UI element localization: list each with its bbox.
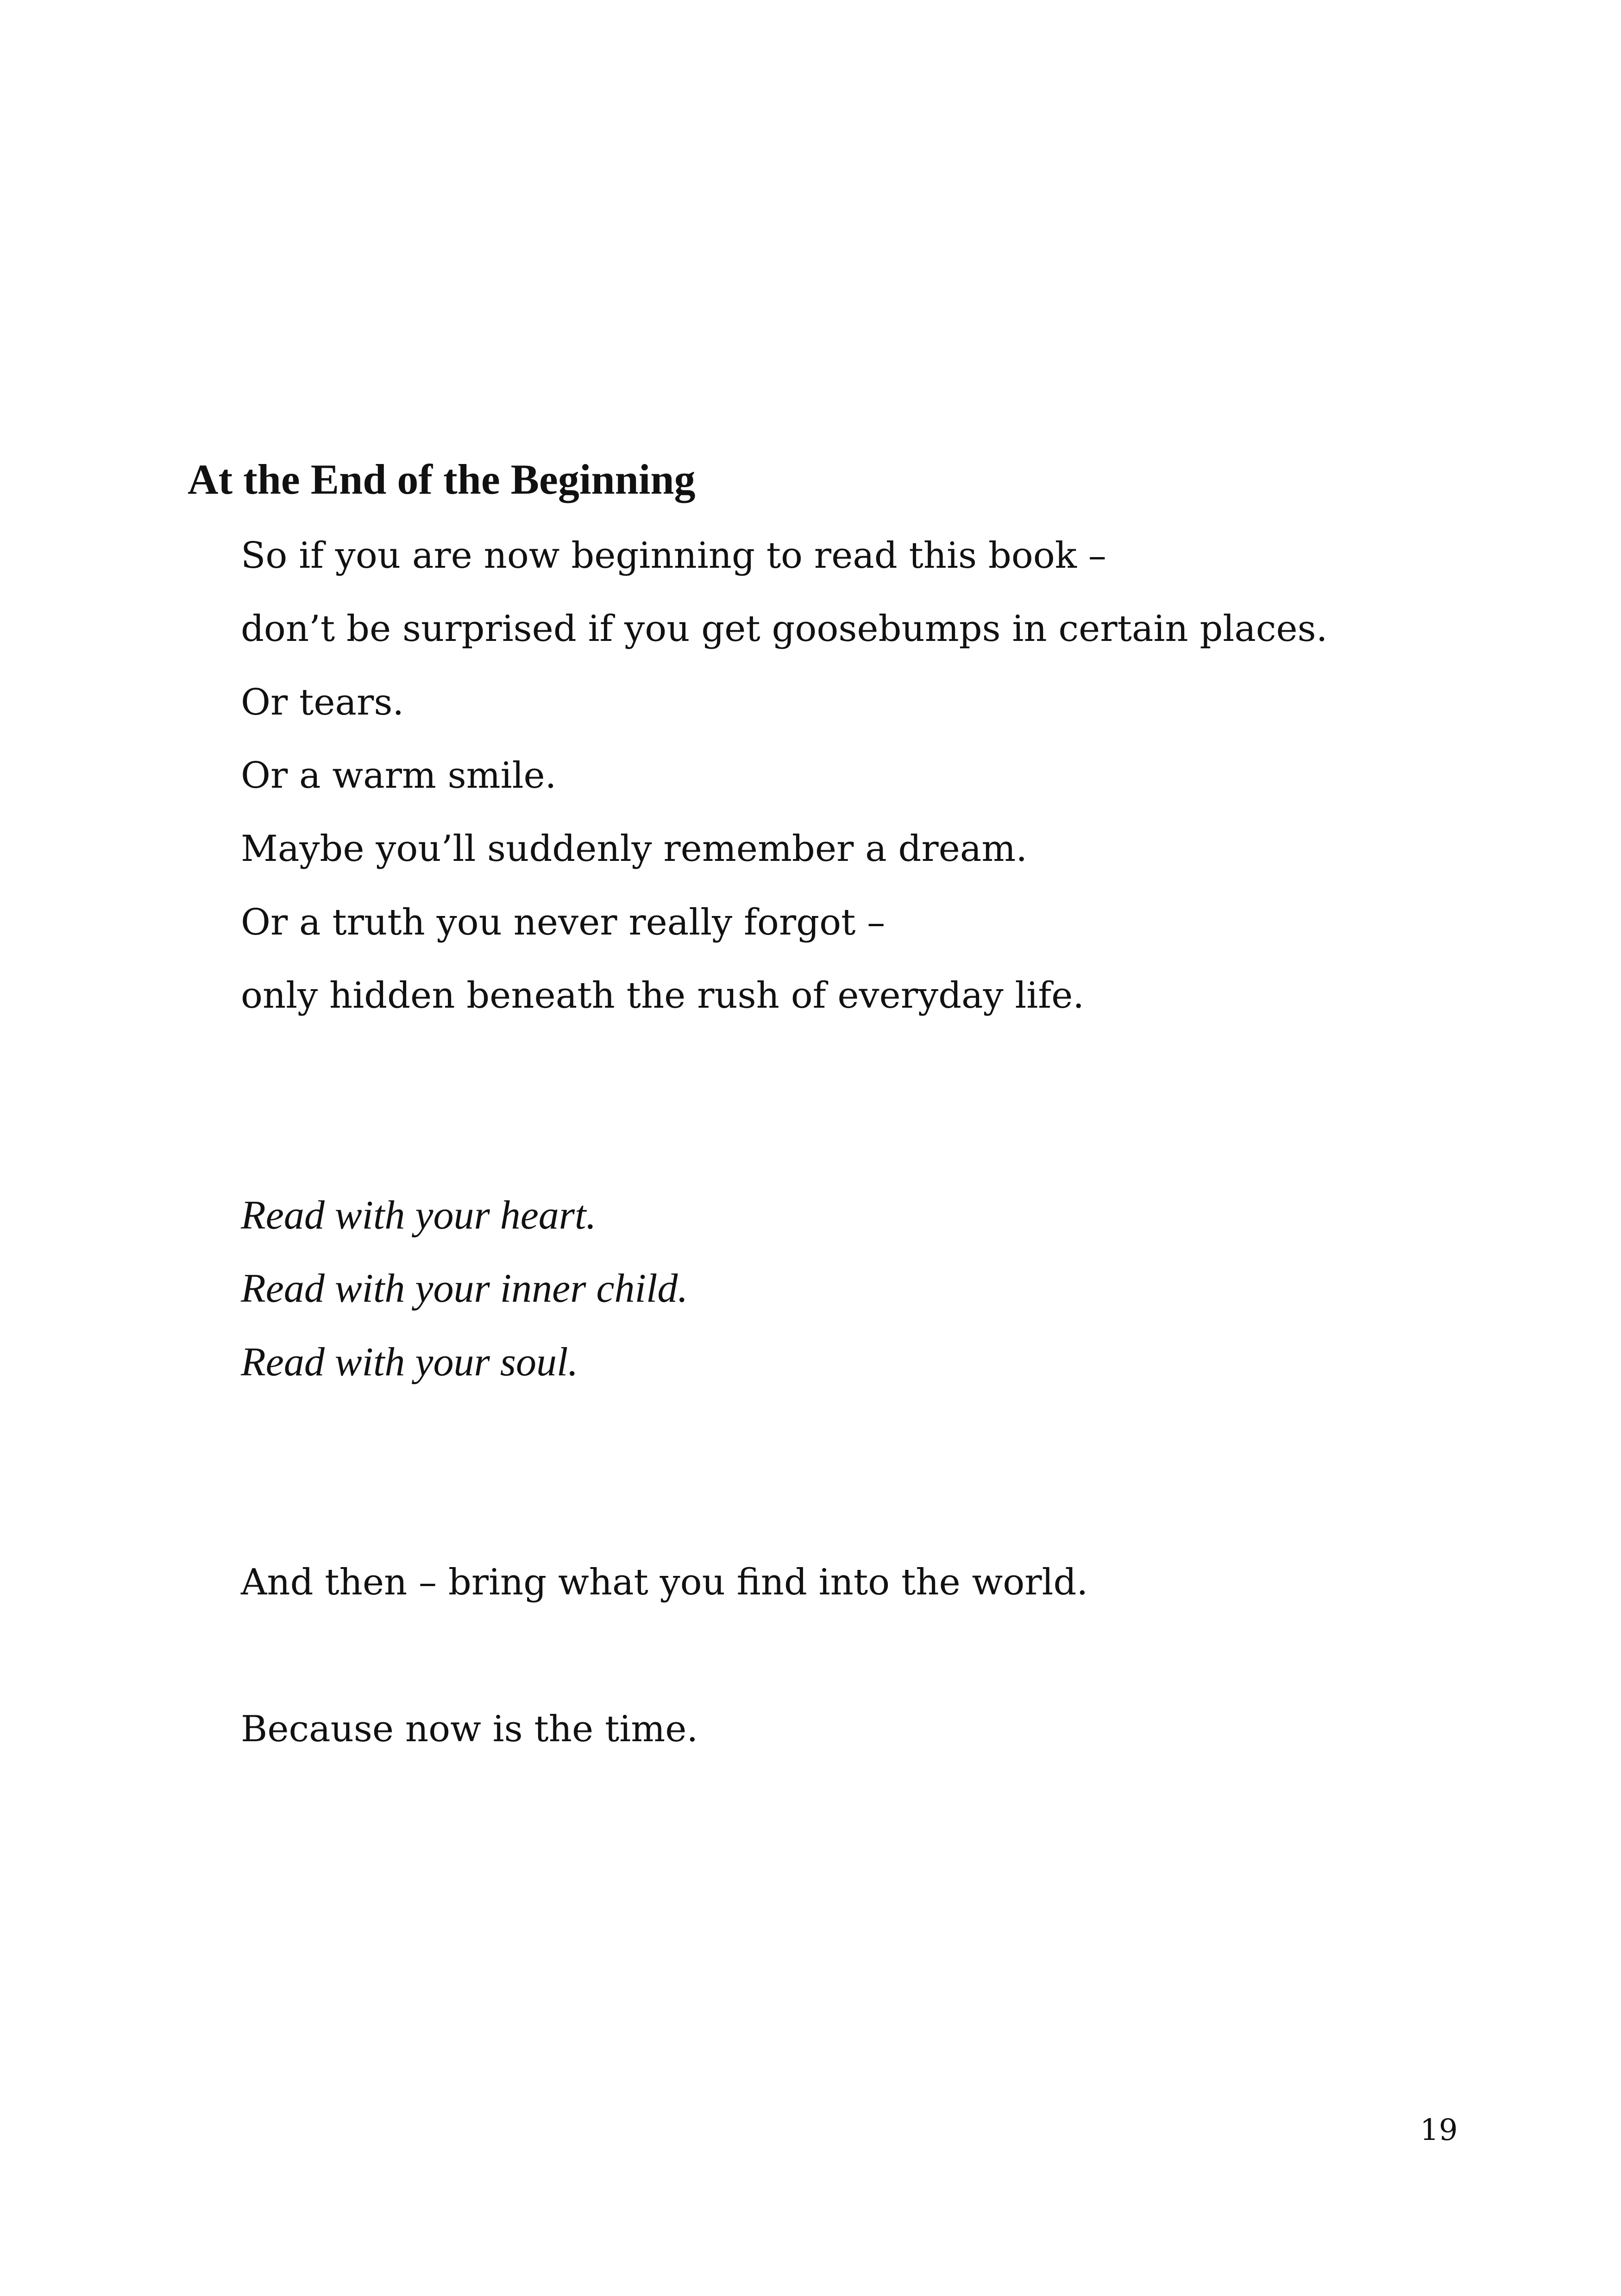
closing-line-1: And then – bring what you find into the world. [241,1562,1088,1603]
page-number: 19 [1420,2113,1458,2147]
stanza-1-line-4: Or a warm smile. [241,755,557,797]
stanza-2-line-3: Read with your soul. [241,1340,578,1385]
stanza-1-line-7: only hidden beneath the rush of everyday life. [241,975,1085,1016]
stanza-2-line-2: Read with your inner child. [241,1266,688,1311]
stanza-1-line-1: So if you are now beginning to read this book – [241,535,1106,577]
stanza-2-line-1: Read with your heart. [241,1193,597,1238]
section-heading: At the End of the Beginning [188,456,696,503]
stanza-1-line-2: don’t be surprised if you get goosebumps in certain places. [241,608,1328,650]
stanza-1-line-6: Or a truth you never really forgot – [241,902,886,943]
stanza-1-line-5: Maybe you’ll suddenly remember a dream. [241,828,1028,870]
closing-line-2: Because now is the time. [241,1708,698,1750]
stanza-1-line-3: Or tears. [241,682,404,723]
